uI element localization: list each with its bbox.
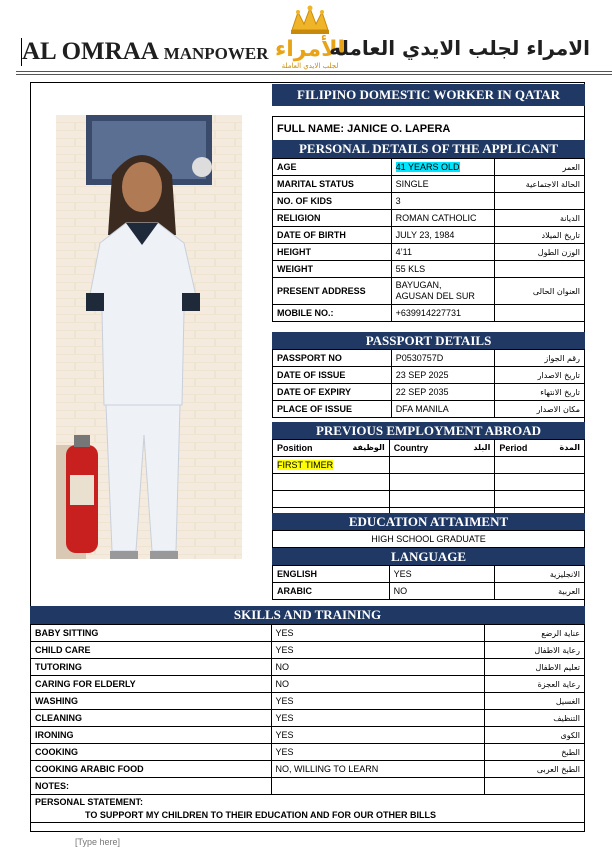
row-label-arabic: رعاية الاطفال — [485, 642, 585, 659]
row-label: ENGLISH — [273, 566, 390, 583]
notes-label: NOTES: — [31, 778, 272, 795]
row-label: HEIGHT — [273, 244, 392, 261]
table-row — [273, 457, 585, 474]
col-country-label: Country — [393, 443, 429, 453]
empty-cell — [273, 474, 390, 491]
row-label-arabic: الديانة — [495, 210, 585, 227]
header-rule-2 — [16, 74, 612, 75]
table-row — [273, 159, 585, 176]
empty-cell — [389, 491, 495, 508]
row-label-arabic: تعليم الاطفال — [485, 659, 585, 676]
notes-value — [271, 778, 485, 795]
row-label-arabic: مكان الاصدار — [495, 401, 585, 418]
row-value: NO, WILLING TO LEARN — [271, 761, 485, 778]
row-value: YES — [271, 625, 485, 642]
address-line-2: AGUSAN DEL SUR — [395, 291, 475, 301]
table-row — [31, 693, 585, 710]
row-value: NO — [271, 676, 485, 693]
table-row — [31, 659, 585, 676]
row-label: WASHING — [31, 693, 272, 710]
row-label: NO. OF KIDS — [273, 193, 392, 210]
svg-text:الأمراء: الأمراء — [274, 37, 346, 62]
row-label: DATE OF EXPIRY — [273, 384, 392, 401]
row-label: DATE OF BIRTH — [273, 227, 392, 244]
row-label-arabic: الانجليزية — [495, 566, 585, 583]
letterhead — [0, 0, 612, 80]
svg-text:لجلب الايدي العاملة: لجلب الايدي العاملة — [281, 62, 339, 70]
table-row — [273, 278, 585, 305]
row-label-arabic: الطبخ — [485, 744, 585, 761]
row-label-arabic: رعاية العجزة — [485, 676, 585, 693]
table-row — [31, 625, 585, 642]
empty-cell — [495, 491, 585, 508]
age-value: 41 YEARS OLD — [395, 162, 460, 172]
statement-row — [31, 795, 585, 823]
table-header-row — [273, 440, 585, 457]
row-label-arabic: الحالة الاجتماعية — [495, 176, 585, 193]
row-label: COOKING — [31, 744, 272, 761]
table-row — [31, 761, 585, 778]
table-row — [273, 176, 585, 193]
table-row — [273, 401, 585, 418]
table-row — [273, 210, 585, 227]
row-label: CHILD CARE — [31, 642, 272, 659]
table-row — [31, 710, 585, 727]
table-row — [31, 676, 585, 693]
row-label: PLACE OF ISSUE — [273, 401, 392, 418]
col-period — [495, 440, 585, 457]
personal-details-table — [272, 158, 585, 322]
table-row — [273, 566, 585, 583]
table-row — [273, 350, 585, 367]
table-row — [273, 244, 585, 261]
row-value: YES — [271, 744, 485, 761]
applicant-photo — [56, 115, 242, 559]
row-label-arabic — [495, 305, 585, 322]
statement-label: PERSONAL STATEMENT: — [35, 796, 144, 807]
col-country — [389, 440, 495, 457]
table-row — [273, 261, 585, 278]
passport-heading: PASSPORT DETAILS — [272, 332, 585, 349]
col-period-label-arabic: المدة — [559, 443, 580, 452]
col-period-label: Period — [499, 443, 528, 453]
col-country-label-arabic: البلد — [473, 443, 491, 452]
table-row — [273, 531, 585, 548]
header-rule — [16, 71, 612, 72]
row-label-arabic: رقم الجواز — [495, 350, 585, 367]
first-timer-value: FIRST TIMER — [277, 460, 334, 470]
personal-details-heading: PERSONAL DETAILS OF THE APPLICANT — [272, 140, 585, 158]
education-value: HIGH SCHOOL GRADUATE — [273, 531, 585, 548]
row-label: MARITAL STATUS — [273, 176, 392, 193]
row-label: PASSPORT NO — [273, 350, 392, 367]
row-value: 3 — [391, 193, 495, 210]
row-value — [391, 278, 495, 305]
document-title: FILIPINO DOMESTIC WORKER IN QATAR — [272, 84, 585, 106]
passport-table — [272, 349, 585, 418]
skills-heading: SKILLS AND TRAINING — [30, 606, 585, 624]
row-label-arabic: عناية الرضع — [485, 625, 585, 642]
row-label-arabic: العربية — [495, 583, 585, 600]
row-label: BABY SITTING — [31, 625, 272, 642]
empty-cell — [389, 457, 495, 474]
row-value: +639914227731 — [391, 305, 495, 322]
row-label: AGE — [273, 159, 392, 176]
empty-cell — [495, 457, 585, 474]
employment-entry — [273, 457, 390, 474]
empty-cell — [389, 474, 495, 491]
row-label-arabic: الكوى — [485, 727, 585, 744]
row-value: SINGLE — [391, 176, 495, 193]
row-value: 23 SEP 2025 — [391, 367, 495, 384]
row-value: NO — [271, 659, 485, 676]
row-value: P0530757D — [391, 350, 495, 367]
row-value: YES — [271, 710, 485, 727]
row-value: YES — [271, 642, 485, 659]
empty-cell — [273, 491, 390, 508]
row-label-arabic — [495, 193, 585, 210]
row-label: RELIGION — [273, 210, 392, 227]
row-label-arabic — [485, 778, 585, 795]
table-row — [273, 227, 585, 244]
full-name: FULL NAME: JANICE O. LAPERA — [272, 116, 585, 140]
company-name-main: AL OMRAA — [22, 38, 158, 65]
row-value: YES — [271, 693, 485, 710]
company-name-arabic: الامراء لجلب الايدي العامله — [329, 36, 590, 60]
col-position-label-arabic: الوظيفة — [352, 443, 385, 452]
row-label: IRONING — [31, 727, 272, 744]
row-value: DFA MANILA — [391, 401, 495, 418]
row-label: PRESENT ADDRESS — [273, 278, 392, 305]
row-value — [391, 159, 495, 176]
row-label-arabic: الوزن الطول — [495, 244, 585, 261]
row-label: TUTORING — [31, 659, 272, 676]
table-row — [273, 491, 585, 508]
table-row — [31, 642, 585, 659]
table-row — [273, 305, 585, 322]
row-label-arabic: تاريخ الانتهاء — [495, 384, 585, 401]
table-row — [31, 727, 585, 744]
footer-placeholder[interactable]: [Type here] — [75, 837, 121, 847]
language-table — [272, 565, 585, 600]
row-label-arabic: العمر — [495, 159, 585, 176]
row-value: 4’11 — [391, 244, 495, 261]
education-table — [272, 530, 585, 548]
row-label-arabic: التنظيف — [485, 710, 585, 727]
row-label-arabic: العنوان الحالى — [495, 278, 585, 305]
row-label: CARING FOR ELDERLY — [31, 676, 272, 693]
row-label: MOBILE NO.: — [273, 305, 392, 322]
row-value: NO — [389, 583, 495, 600]
table-row — [273, 193, 585, 210]
skills-table — [30, 624, 585, 823]
col-position-label: Position — [277, 443, 313, 453]
row-label-arabic: الطبخ العربى — [485, 761, 585, 778]
row-label: CLEANING — [31, 710, 272, 727]
row-value: 22 SEP 2035 — [391, 384, 495, 401]
language-heading: LANGUAGE — [272, 548, 585, 565]
row-value: JULY 23, 1984 — [391, 227, 495, 244]
row-label: COOKING ARABIC FOOD — [31, 761, 272, 778]
empty-cell — [495, 474, 585, 491]
row-value: YES — [389, 566, 495, 583]
education-heading: EDUCATION ATTAIMENT — [272, 513, 585, 530]
row-label-arabic: تاريخ الاصدار — [495, 367, 585, 384]
table-row — [273, 474, 585, 491]
row-label: DATE OF ISSUE — [273, 367, 392, 384]
table-row — [273, 384, 585, 401]
row-value: ROMAN CATHOLIC — [391, 210, 495, 227]
table-row — [273, 367, 585, 384]
statement-text: TO SUPPORT MY CHILDREN TO THEIR EDUCATION AND FOR OUR OTHER BILLS — [85, 809, 437, 820]
personal-statement — [31, 795, 585, 823]
company-name-sub: MANPOWER — [163, 44, 269, 63]
row-label: ARABIC — [273, 583, 390, 600]
table-row — [273, 583, 585, 600]
row-label-arabic — [495, 261, 585, 278]
row-label-arabic: الغسيل — [485, 693, 585, 710]
row-value: 55 KLS — [391, 261, 495, 278]
employment-heading: PREVIOUS EMPLOYMENT ABROAD — [272, 422, 585, 439]
row-value: YES — [271, 727, 485, 744]
table-row — [31, 778, 585, 795]
row-label-arabic: تاريخ الميلاد — [495, 227, 585, 244]
table-row — [31, 744, 585, 761]
address-line-1: BAYUGAN, — [395, 280, 442, 290]
col-position — [273, 440, 390, 457]
row-label: WEIGHT — [273, 261, 392, 278]
company-name — [22, 38, 269, 66]
